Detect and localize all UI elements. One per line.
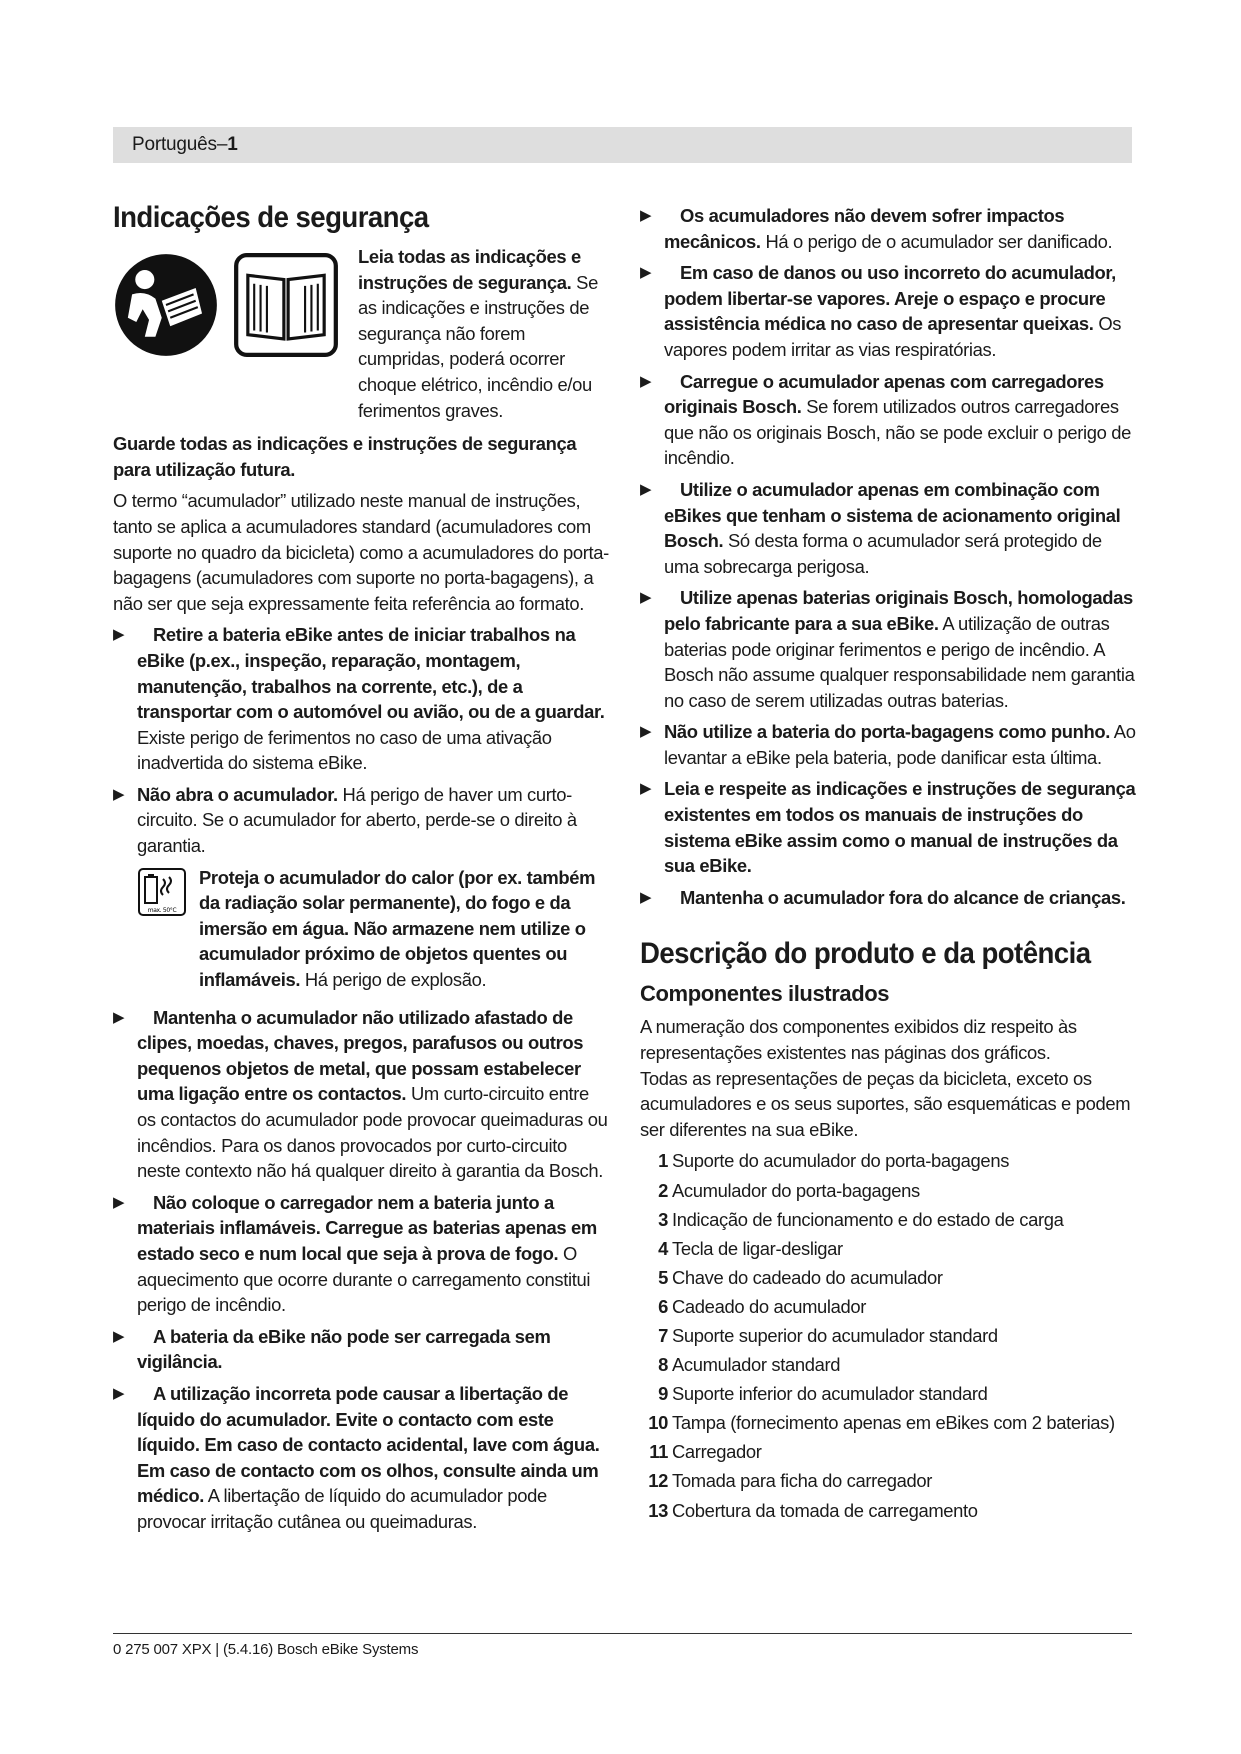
warning-item: ▶ A bateria da eBike não pode ser carregada sem vigilância. xyxy=(113,1325,551,1373)
list-item: 11 Carregador xyxy=(649,1441,762,1463)
bullet-triangle-icon: ▶ xyxy=(113,626,125,644)
schematic-paragraph: Todas as representações de peças da bicicleta, exceto os acumuladores e os seus suportes, são esquemáticas e podem ser diferentes na sua eBike. xyxy=(640,1067,1131,1140)
warning-item: ▶ Utilize o acumulador apenas em combinação com eBikes que tenham o sistema de acionamento original Bosch. Só desta forma o acumulador será protegido de uma sobrecarga perigosa. xyxy=(640,478,1121,577)
bullet-triangle-icon: ▶ xyxy=(640,723,652,741)
list-item: 12 Tomada para ficha do carregador xyxy=(648,1470,933,1492)
right-column xyxy=(640,203,1140,1527)
warning-item: ▶ A utilização incorreta pode causar a libertação de líquido do acumulador. Evite o contacto com este líquido. Em caso de contacto acidental, lave com água. Em caso de contacto com os olhos, consulte ainda um médico. A libertação de líquido do acumulador pode provocar irritação cutânea ou queimaduras. xyxy=(113,1382,600,1532)
components-subtitle: Componentes ilustrados xyxy=(640,981,890,1007)
warning-item: ▶ Não abra o acumulador. Há perigo de haver um curto-circuito. Se o acumulador for aberto, perde-se o direito à garantia. xyxy=(113,783,577,857)
list-item: 8 Acumulador standard xyxy=(658,1354,841,1376)
bullet-triangle-icon: ▶ xyxy=(113,1384,125,1402)
bullet-triangle-icon: ▶ xyxy=(113,1327,125,1345)
intro-block xyxy=(113,244,609,429)
bullet-triangle-icon: ▶ xyxy=(113,785,125,803)
page-header xyxy=(113,127,1132,163)
warning-item: ▶ Leia e respeite as indicações e instruções de segurança existentes em todos os manuais de instruções do sistema eBike assim como o manual de instruções da sua eBike. xyxy=(640,778,1136,877)
list-item: 9 Suporte inferior do acumulador standard xyxy=(658,1383,988,1405)
left-column xyxy=(113,200,609,1541)
page-header-label: Português–1 xyxy=(132,134,238,155)
page-footer: 0 275 007 XPX | (5.4.16) Bosch eBike Systems xyxy=(113,1641,419,1658)
component-list xyxy=(640,1148,1140,1523)
list-item: 2 Acumulador do porta-bagagens xyxy=(658,1179,920,1201)
warning-item: ▶ Retire a bateria eBike antes de iniciar trabalhos na eBike (p.ex., inspeção, reparação, montagem, manutenção, trabalhos na corrente, etc.), de a transportar com o automóvel ou avião, ou de a guardar. Existe perigo de ferimentos no caso de uma ativação inadvertida do sistema eBike. xyxy=(113,624,605,774)
bullet-triangle-icon: ▶ xyxy=(640,888,652,906)
bullet-triangle-icon: ▶ xyxy=(113,1193,125,1211)
bullet-triangle-icon: ▶ xyxy=(640,480,652,498)
list-item: 10 Tampa (fornecimento apenas em eBikes com 2 baterias) xyxy=(648,1412,1115,1434)
warning-item: ▶ Mantenha o acumulador fora do alcance de crianças. xyxy=(640,885,1140,911)
list-item: 4 Tecla de ligar-desligar xyxy=(658,1237,843,1259)
safety-title: Indicações de segurança xyxy=(113,201,429,234)
footer-divider xyxy=(113,1633,1132,1634)
bullet-triangle-icon: ▶ xyxy=(113,1008,125,1026)
numbering-paragraph: A numeração dos componentes exibidos diz respeito às representações existentes nas páginas dos gráficos. xyxy=(640,1016,1077,1064)
list-item: 5 Chave do cadeado do acumulador xyxy=(658,1266,943,1288)
heat-warning-text: Proteja o acumulador do calor (por ex. também da radiação solar permanente), do fogo e da imersão em água. Não armazene nem utilize o acumulador próximo de objetos quentes ou inflamáveis. Há perigo de explosão. xyxy=(199,866,596,991)
temperature-label: max. 50°C xyxy=(147,906,177,914)
read-manual-person-icon xyxy=(113,252,219,358)
warning-item: ▶ Os acumuladores não devem sofrer impactos mecânicos. Há o perigo de o acumulador ser danificado. xyxy=(640,205,1113,252)
intro-icons xyxy=(113,244,358,429)
battery-temperature-icon xyxy=(137,867,187,917)
bullet-triangle-icon: ▶ xyxy=(640,264,652,282)
keep-instructions: Guarde todas as indicações e instruções de segurança para utilização futura. xyxy=(113,433,577,480)
warning-item: ▶ Em caso de danos ou uso incorreto do acumulador, podem libertar-se vapores. Areje o espaço e procure assistência médica no caso de apresentar queixas. Os vapores podem irritar as vias respiratórias. xyxy=(640,262,1122,360)
manual-book-icon xyxy=(233,252,339,358)
list-item: 13 Cobertura da tomada de carregamento xyxy=(648,1499,978,1521)
bullet-triangle-icon: ▶ xyxy=(640,207,652,224)
warning-item: ▶ Utilize apenas baterias originais Bosch, homologadas pelo fabricante para a sua eBike. A utilização de outras baterias pode originar ferimentos e perigo de incêndio. A Bosch não assume qualquer responsabilidade nem garantia no caso de serem utilizadas outras baterias. xyxy=(640,587,1135,711)
intro-text: Leia todas as indicações e instruções de segurança. Se as indicações e instruções de segurança não forem cumpridas, poderá ocorrer choque elétrico, incêndio e/ou ferimentos graves. xyxy=(358,246,598,421)
heat-warning xyxy=(137,865,609,999)
bullet-triangle-icon: ▶ xyxy=(640,372,652,390)
product-description-title: Descrição do produto e da potência xyxy=(640,937,1091,971)
warning-item: ▶ Carregue o acumulador apenas com carregadores originais Bosch. Se forem utilizados outros carregadores que não os originais Bosch, não se pode excluir o perigo de incêndio. xyxy=(640,370,1132,469)
list-item: 6 Cadeado do acumulador xyxy=(658,1295,867,1317)
warning-item: ▶ Não utilize a bateria do porta-bagagens como punho. Ao levantar a eBike pela bateria, pode danificar esta última. xyxy=(640,721,1136,768)
term-paragraph: O termo “acumulador” utilizado neste manual de instruções, tanto se aplica a acumuladores standard (acumuladores com suporte no quadro da bicicleta) como a acumuladores do porta-bagagens (acumuladores com suporte no porta-bagagens), a não ser que seja expressamente feita referência ao formato. xyxy=(113,490,609,614)
warning-item: ▶ Mantenha o acumulador não utilizado afastado de clipes, moedas, chaves, pregos, parafusos ou outros pequenos objetos de metal, que possam estabelecer uma ligação entre os contactos. Um curto-circuito entre os contactos do acumulador pode provocar queimaduras ou incêndios. Para os danos provocados por curto-circuito neste contexto não há qualquer direito à garantia da Bosch. xyxy=(113,1006,608,1182)
bullet-triangle-icon: ▶ xyxy=(640,780,652,798)
list-item: 3 Indicação de funcionamento e do estado de carga xyxy=(658,1208,1064,1230)
list-item: 7 Suporte superior do acumulador standard xyxy=(658,1324,998,1346)
bullet-triangle-icon: ▶ xyxy=(640,589,652,607)
list-item: 1 Suporte do acumulador do porta-bagagens xyxy=(658,1150,1010,1172)
warning-item: ▶ Não coloque o carregador nem a bateria junto a materiais inflamáveis. Carregue as baterias apenas em estado seco e num local que seja à prova de fogo. O aquecimento que ocorre durante o carregamento constitui perigo de incêndio. xyxy=(113,1191,597,1316)
